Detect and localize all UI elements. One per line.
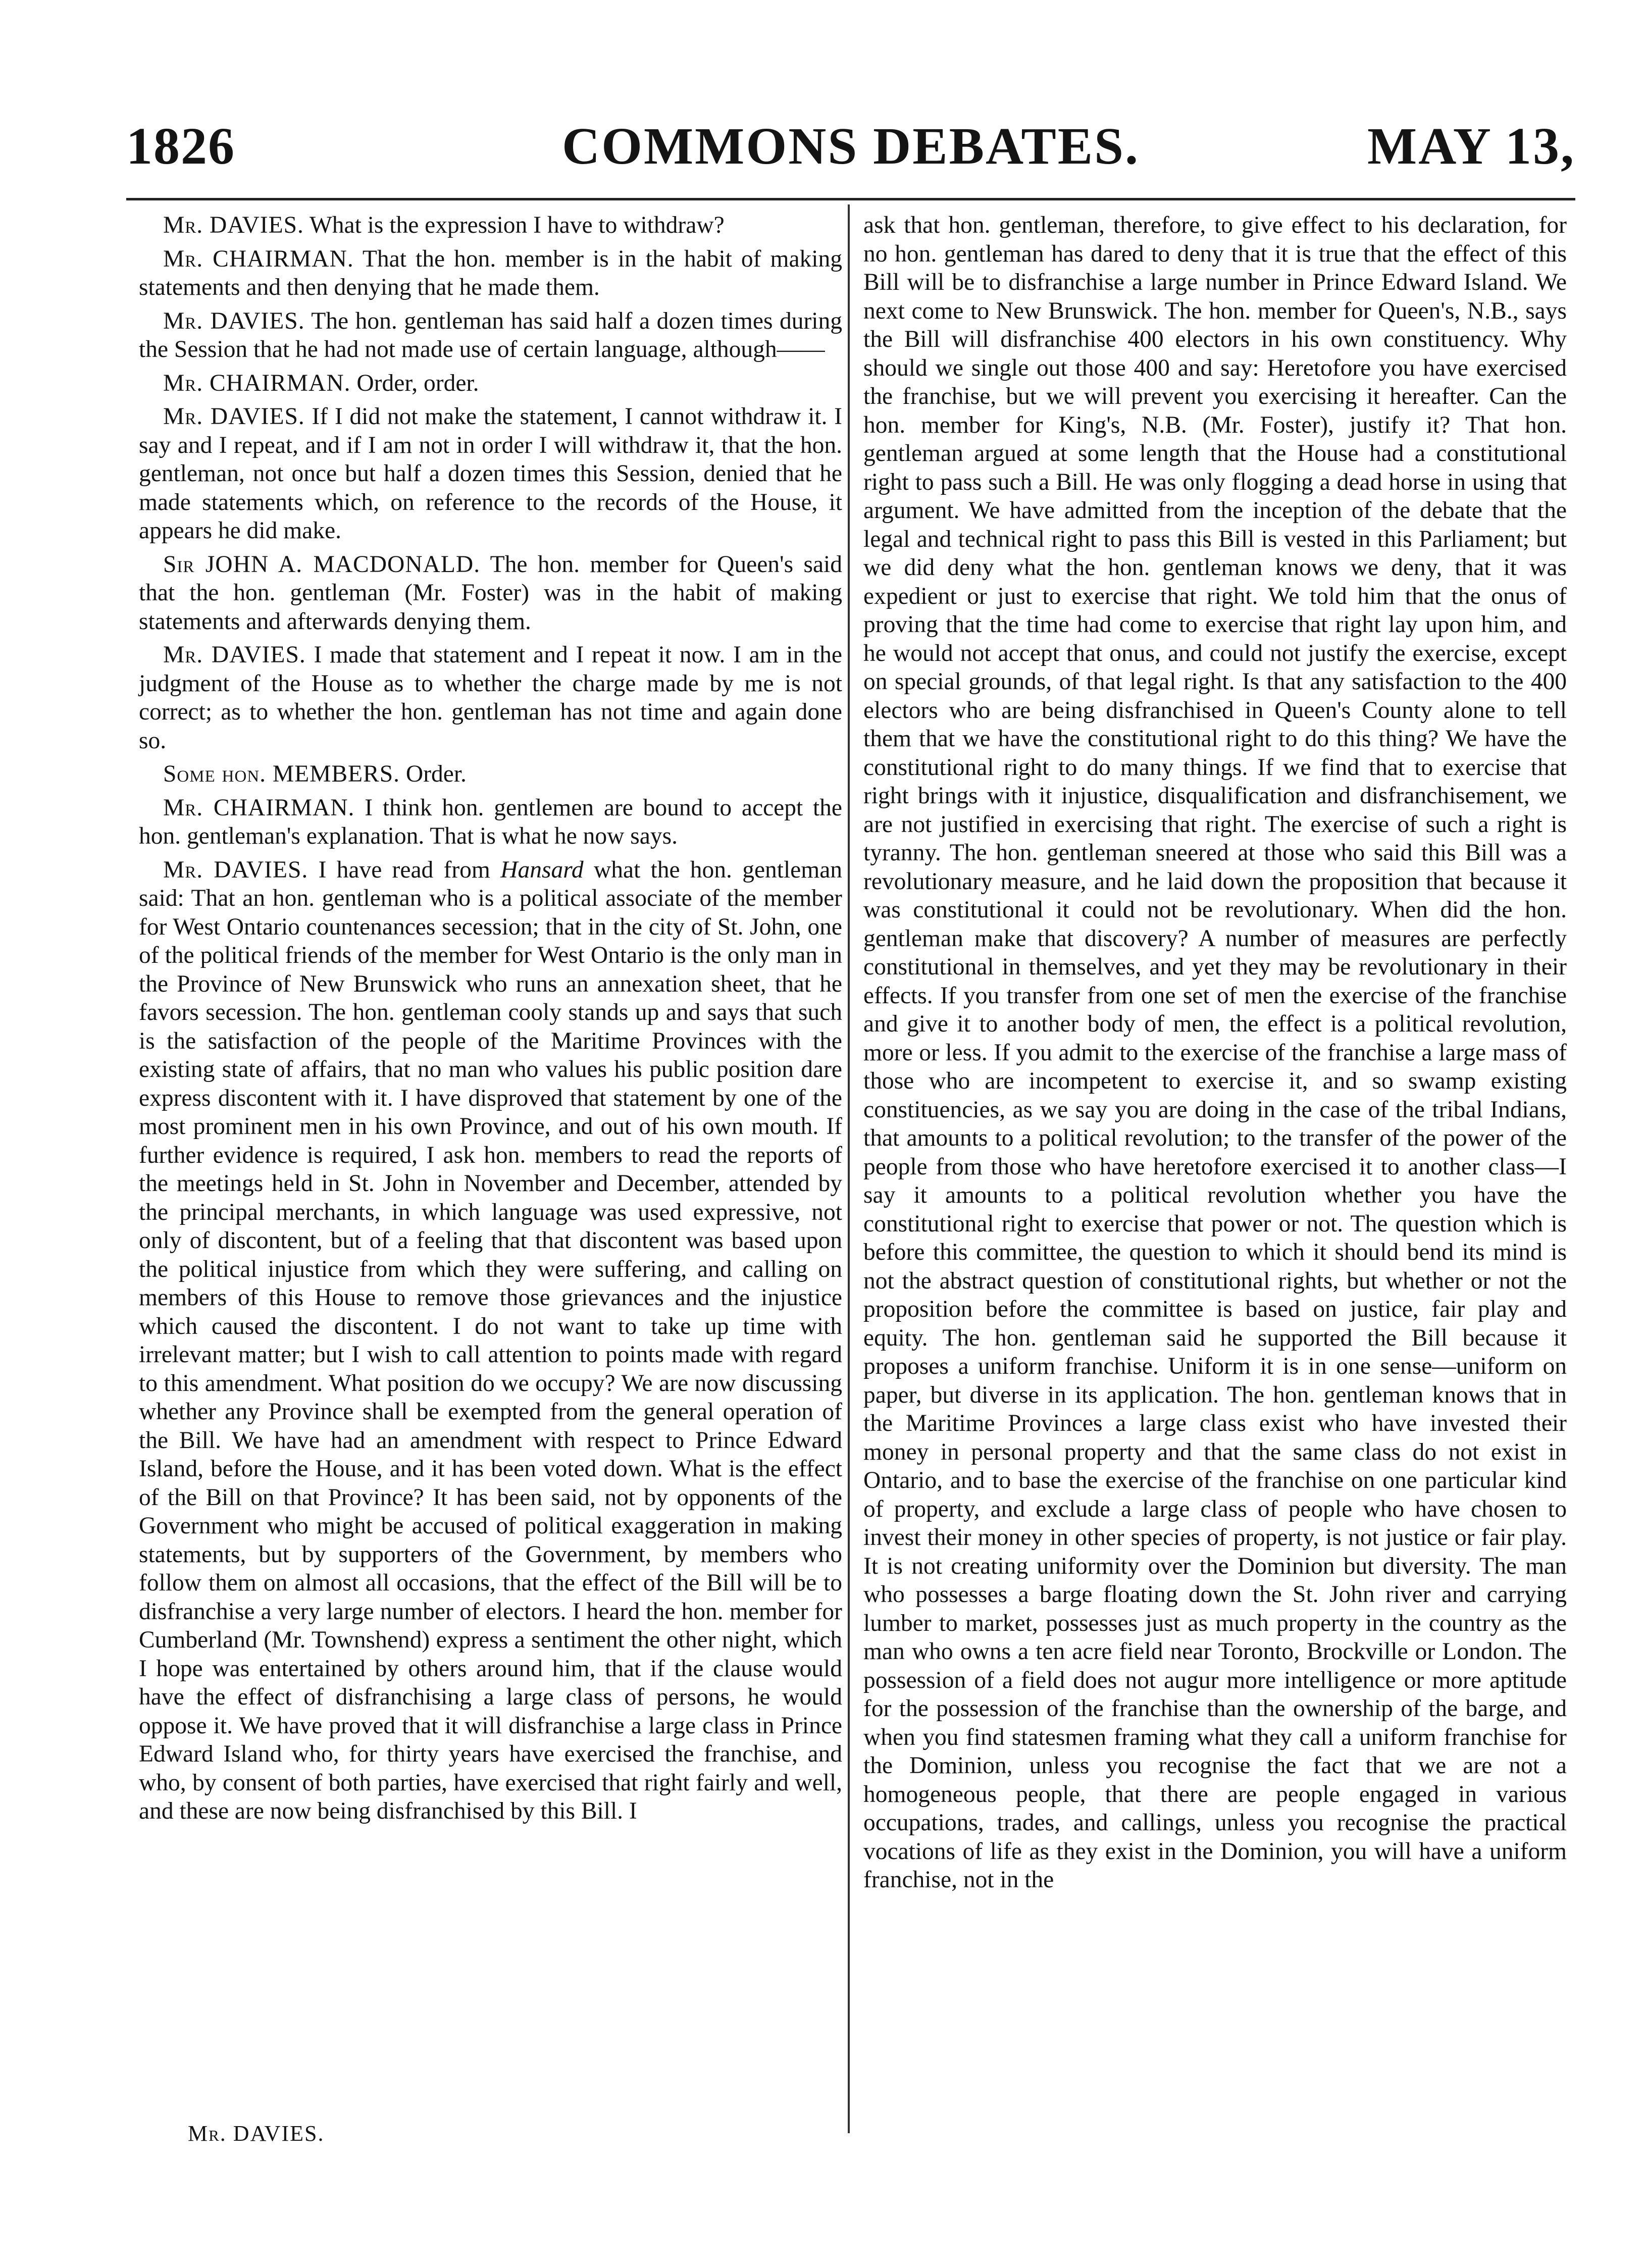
speech-paragraph <box>139 211 842 240</box>
speech-paragraph <box>139 550 842 636</box>
page-number: 1826 <box>126 117 235 175</box>
speaker-name: Mr. DAVIES. <box>163 856 309 883</box>
right-column <box>863 211 1567 1899</box>
speaker-name: Mr. CHAIRMAN. <box>163 245 354 272</box>
speaker-name: Mr. CHAIRMAN. <box>163 794 355 821</box>
speech-text: The hon. member for Queen's said that the hon. gentleman (Mr. Foster) was in the habit of making statements and afterwards denying them. <box>139 551 842 635</box>
speech-paragraph <box>139 245 842 302</box>
page-date: MAY 13, <box>1367 117 1575 175</box>
speech-text: Order, order. <box>356 370 479 396</box>
speech-paragraph <box>139 641 842 755</box>
speaker-name: Mr. DAVIES. <box>163 642 306 668</box>
hansard-reference: Hansard <box>500 856 584 883</box>
speaker-name: Some hon. MEMBERS. <box>163 761 400 787</box>
speech-text: I made that statement and I repeat it now. I am in the judgment of the House as to whether the charge made by me is not correct; as to whether the hon. gentleman has not time and again done so. <box>139 642 842 754</box>
left-column <box>139 211 842 1831</box>
page-title: COMMONS DEBATES. <box>562 117 1140 175</box>
speech-text: What is the expression I have to withdraw? <box>309 212 725 238</box>
speech-paragraph <box>139 307 842 364</box>
speech-paragraph <box>139 794 842 851</box>
header-rule <box>126 198 1575 200</box>
speech-continuation: ask that hon. gentleman, therefore, to give effect to his declaration, for no hon. gentleman has dared to deny that it is true that the effect of this Bill will be to disfranchise a large number in Prince Edward Island. We next come to New Brunswick. The hon. member for Queen's, N.B., says the Bill will disfranchise 400 electors in his own constituency. Why should we single out those 400 and say: Heretofore you have exercised the franchise, but we will prevent you exercising it hereafter. Can the hon. member for King's, N.B. (Mr. Foster), justify it? That hon. gentleman argued at some length that the House had a constitutional right to pass such a Bill. He was only flogging a dead horse in using that argument. We have admitted from the inception of the debate that the legal and technical right to pass this Bill is vested in this Parliament; but we did deny what the hon. gentleman knows we deny, that it was expedient or just to exercise that right. We told him that the onus of proving that the time had come to exercise that right lay upon him, and he would not accept that onus, and could not justify the exercise, except on special grounds, of that legal right. Is that any satisfaction to the 400 electors who are being disfranchised in Queen's County alone to tell them that we have the constitutional right to do this thing? We have the constitutional right to do many things. If we find that to exercise that right brings with it injustice, disqualification and disfranchisement, we are not justified in exercising that right. The exercise of such a right is tyranny. The hon. gentleman sneered at those who said this Bill was a revolutionary measure, and he laid down the proposition that because it was constitutional it could not be revolutionary. When did the hon. gentleman make that discovery? A number of measures are perfectly constitutional in themselves, and yet they may be revolutionary in their effects. If you transfer from one set of men the exercise of the franchise and give it to another body of men, the effect is a political revolution, more or less. If you admit to the exercise of the franchise a large mass of those who are incompetent to exercise it, and so swamp existing constituencies, as we say you are doing in the case of the tribal Indians, that amounts to a political revolution; to the transfer of the power of the people from those who have heretofore exercised it to another class—I say it amounts to a political revolution whether you have the constitutional right to exercise that power or not. The question which is before this committee, the question to which it should bend its mind is not the abstract question of constitutional rights, but whether or not the proposition before the committee is based on justice, fair play and equity. The hon. gentleman said he supported the Bill because it proposes a uniform franchise. Uniform it is in one sense—uniform on paper, but diverse in its application. The hon. gentleman knows that in the Maritime Provinces a large class exist who have invested their money in personal property and that the same class do not exist in Ontario, and to base the exercise of the franchise on one particular kind of property, and exclude a large class of people who have chosen to invest their money in other species of property, is not justice or fair play. It is not creating uniformity over the Dominion but diversity. The man who possesses a barge floating down the St. John river and carrying lumber to market, possesses just as much property in the country as the man who owns a ten acre field near Toronto, Brockville or London. The possession of a field does not augur more intelligence or more aptitude for the possession of the franchise than the ownership of the barge, and when you find statesmen framing what they call a uniform franchise for the Dominion, unless you recognise the fact that we are not a homogeneous people, that there are people engaged in various occupations, trades, and callings, unless you recognise the practical vocations of life as they exist in the Dominion, you will have a uniform franchise, not in the <box>863 212 1567 1893</box>
speech-text: I think hon. gentlemen are bound to accept the hon. gentleman's explanation. That is what he now says. <box>139 794 842 849</box>
speaker-name: Mr. DAVIES. <box>163 307 305 334</box>
speaker-name: Mr. CHAIRMAN. <box>163 370 351 396</box>
speech-text: If I did not make the statement, I cannot withdraw it. I say and I repeat, and if I am not in order I will withdraw it, that the hon. gentleman, not once but half a dozen times this Session, denied that he made statements which, on reference to the records of the House, it appears he did make. <box>139 403 843 544</box>
speaker-name: Sir JOHN A. MACDONALD. <box>163 551 481 578</box>
speech-text: That the hon. member is in the habit of making statements and then denying that he made them. <box>139 245 843 300</box>
speech-paragraph <box>139 402 842 545</box>
page-header <box>126 116 1575 192</box>
speech-text: Order. <box>405 761 467 787</box>
speaker-name: Mr. DAVIES. <box>163 403 305 430</box>
speech-text: The hon. gentleman has said half a dozen times during the Session that he had not made use of certain language, although—— <box>139 307 842 363</box>
column-divider <box>848 204 850 2133</box>
speech-paragraph <box>139 856 842 1826</box>
speech-paragraph <box>139 369 842 398</box>
footer-speaker-name: Mr. DAVIES. <box>188 2121 325 2146</box>
speech-text: what the hon. gentleman said: That an hon. gentleman who is a political associate of the member for West Ontario countenances secession; that in the city of St. John, one of the political friends of the member for West Ontario is the only man in the Province of New Brunswick who runs an annexation sheet, that he favors secession. The hon. gentleman cooly stands up and says that such is the satisfaction of the people of the Maritime Provinces with the existing state of affairs, that no man who values his public position dare express discontent with it. I have disproved that statement by one of the most prominent men in his own Province, and out of his own mouth. If further evidence is required, I ask hon. members to read the reports of the meetings held in St. John in November and December, attended by the principal merchants, in which language was used expressive, not only of discontent, but of a feeling that that discontent was based upon the political injustice from which they were suffering, and calling on members of this House to remove those grievances and the injustice which caused the discontent. I do not want to take up time with irrelevant matter; but I wish to call attention to points made with regard to this amendment. What position do we occupy? We are now discussing whether any Province shall be exempted from the general operation of the Bill. We have had an amendment with respect to Prince Edward Island, before the House, and it has been voted down. What is the effect of the Bill on that Province? It has been said, not by opponents of the Government who might be accused of political exaggeration in making statements, but by supporters of the Government, by members who follow them on almost all occasions, that the effect of the Bill will be to disfranchise a very large number of electors. I heard the hon. member for Cumberland (Mr. Townshend) express a sentiment the other night, which I hope was entertained by others around him, that if the clause would have the effect of disfranchising a large class of persons, he would oppose it. We have proved that it will disfranchise a large class in Prince Edward Island who, for thirty years have exercised the franchise, and who, by consent of both parties, have exercised that right fairly and well, and these are now being disfranchised by this Bill. I <box>139 856 843 1824</box>
speech-text-lead: I have read from <box>318 856 490 883</box>
speaker-name: Mr. DAVIES. <box>163 212 304 238</box>
speech-paragraph <box>139 760 842 789</box>
